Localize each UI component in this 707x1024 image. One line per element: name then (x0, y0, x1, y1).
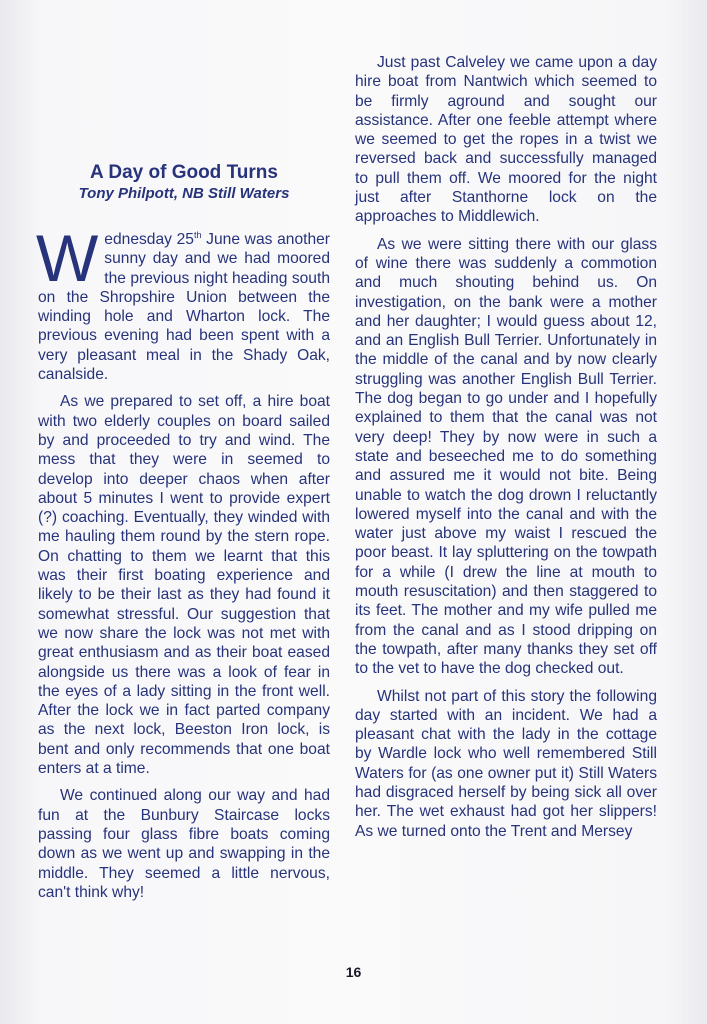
article-title: A Day of Good Turns (90, 162, 278, 183)
paragraph-1-start: ednesday 25 (104, 231, 194, 248)
paragraph-2: As we prepared to set off, a hire boat with two elderly couples on board sailed by and proceeded to try and wind. The mess that they were in seemed to develop into deeper chaos when after about 5 minutes I went to provide expert (?) coaching. Eventually, they winded with me hauling them round by the stern rope. On chatting to them we learnt that this was their first boating experience and likely to be their last as they had found it somewhat stressful. Our suggestion that we now share the lock was not met with great enthusiasm and as their boat eased alongside us there was a look of fear in the eyes of a lady sitting in the front well. After the lock we in fact parted company as the next lock, Beeston Iron lock, is bent and only recommends that one boat enters at a time. (38, 393, 330, 778)
article-byline: Tony Philpott, NB Still Waters (78, 185, 290, 202)
drop-cap: W (36, 221, 99, 295)
paragraph-3: We continued along our way and had fun at the Bunbury Staircase locks passing four glass fibre boats coming down as we went up and swapping in the middle. They seemed a little nervous, can't think why! (38, 787, 330, 901)
paragraph-4: Just past Calveley we came upon a day hire boat from Nantwich which seemed to be firmly aground and sought our assistance. After one feeble attempt where we seemed to get the ropes in a twist we reversed back and successfully managed to pull them off. We moored for the night just after Stanthorne lock on the approaches to Middlewich. (355, 54, 657, 226)
paragraph-5: As we were sitting there with our glass of wine there was suddenly a commotion and much shouting behind us. On investigation, on the bank were a mother and her daughter; I would guess about 12, and an English Bull Terrier. Unfortunately in the middle of the canal and by now clearly struggling was another English Bull Terrier. The dog began to go under and I hopefully explained to them that the canal was not very deep! They by now were in such a state and beseeched me to do something and assured me it would not bite. Being unable to watch the dog drown I reluctantly lowered myself into the canal and with the water just above my waist I rescued the poor beast. It lay spluttering on the towpath for a while (I drew the line at mouth to mouth resuscitation) and then staggered to its feet. The mother and my wife pulled me from the canal and as I stood dripping on the towpath, after many thanks they set off to the vet to have the dog checked out. (355, 235, 657, 678)
article-heading (38, 161, 330, 204)
left-column (36, 221, 330, 910)
right-column (355, 53, 657, 849)
paragraph-1 (36, 221, 330, 384)
paragraph-1-rest: June was another sunny day and we had moored the previous night heading south on the Shropshire Union between the winding hole and Wharton lock. The previous evening had been spent with a very pleasant meal in the Shady Oak, canalside. (38, 231, 330, 384)
paragraph-6: Whilst not part of this story the following day started with an incident. We had a pleasant chat with the lady in the cottage by Wardle lock who well remembered Still Waters for (as one owner put it) Still Waters had disgraced herself by being sick all over her. The wet exhaust had got her slippers! As we turned onto the Trent and Mersey (355, 687, 657, 840)
ordinal-suffix: th (193, 229, 202, 240)
page-number: 16 (345, 964, 362, 980)
